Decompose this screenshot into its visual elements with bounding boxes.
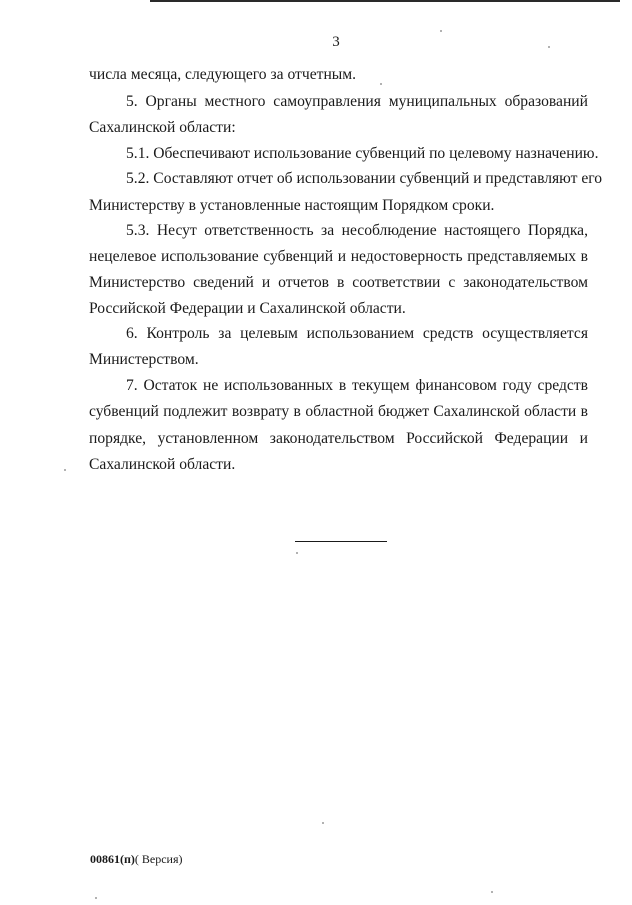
paragraph-line: 5.3. Несут ответственность за несоблюдение настоящего Порядка, <box>126 222 588 239</box>
footer-version: ( Версия) <box>134 852 183 866</box>
scan-speck <box>548 46 550 48</box>
paragraph-line: Министерству в установленные настоящим Порядком сроки. <box>89 197 495 214</box>
paragraph-line: 6. Контроль за целевым использованием средств осуществляется <box>126 325 588 342</box>
paragraph-line: Министерством. <box>89 351 199 368</box>
paragraph-line: Российской Федерации и Сахалинской области. <box>89 300 406 317</box>
scan-top-border <box>150 0 620 2</box>
scan-speck <box>491 891 493 893</box>
footer-document-code <box>90 852 183 867</box>
paragraph-line: 5.1. Обеспечивают использование субвенций по целевому назначению. <box>126 145 599 162</box>
scan-speck <box>440 30 442 32</box>
paragraph-line: Сахалинской области. <box>89 456 236 473</box>
paragraph-line: 5. Органы местного самоуправления муниципальных образований <box>126 93 588 110</box>
paragraph-line: порядке, установленном законодательством Российской Федерации и <box>89 430 588 447</box>
scan-speck <box>95 897 97 899</box>
paragraph-line: нецелевое использование субвенций и недостоверность представляемых в <box>89 248 588 265</box>
scan-speck <box>64 469 66 471</box>
paragraph-line: Министерство сведений и отчетов в соответствии с законодательством <box>89 274 588 291</box>
scan-speck <box>322 822 324 824</box>
paragraph-line: субвенций подлежит возврату в областной бюджет Сахалинской области в <box>89 403 588 420</box>
page-number: 3 <box>332 34 340 50</box>
paragraph-line: Сахалинской области: <box>89 119 236 136</box>
scan-speck <box>380 83 382 85</box>
scan-speck <box>296 552 298 554</box>
paragraph-line: 5.2. Составляют отчет об использовании субвенций и представляют его <box>126 170 603 187</box>
end-of-text-rule <box>295 541 387 542</box>
paragraph-line: числа месяца, следующего за отчетным. <box>89 66 357 83</box>
paragraph-line: 7. Остаток не использованных в текущем финансовом году средств <box>126 377 588 394</box>
footer-code: 00861(п) <box>90 852 135 866</box>
